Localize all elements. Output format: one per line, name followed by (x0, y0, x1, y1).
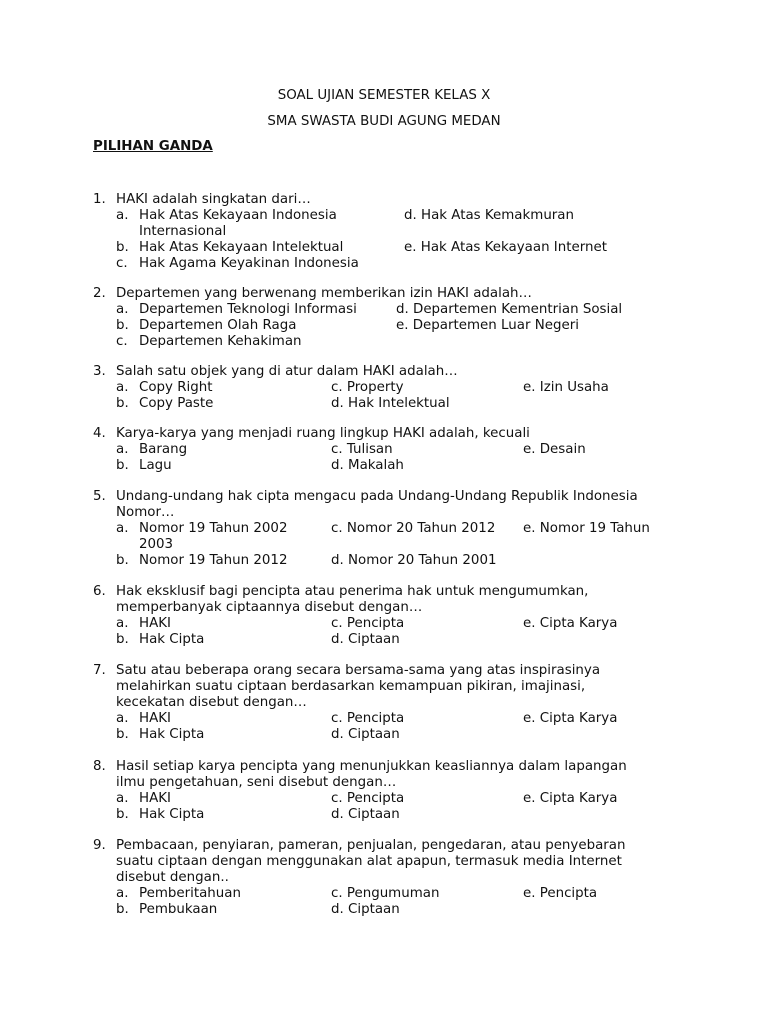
option-d[interactable]: d. Makalah (331, 458, 404, 473)
exam-title: SOAL UJIAN SEMESTER KELAS X (277, 88, 491, 103)
option-a[interactable]: Hak Atas Kekayaan Indonesia (139, 208, 337, 223)
option-c[interactable]: c. Tulisan (331, 442, 393, 457)
option-b[interactable]: Nomor 19 Tahun 2012 (139, 553, 288, 568)
option-e[interactable]: e. Hak Atas Kekayaan Internet (404, 240, 607, 255)
option-d[interactable]: d. Hak Atas Kemakmuran (404, 208, 574, 223)
option-e[interactable]: e. Desain (523, 442, 586, 457)
option-a[interactable]: HAKI (139, 616, 171, 631)
option-e[interactable]: e. Pencipta (523, 886, 598, 901)
option-b[interactable]: Lagu (139, 458, 172, 473)
option-b[interactable]: Pembukaan (139, 902, 218, 917)
option-a[interactable]: Departemen Teknologi Informasi (139, 302, 357, 317)
option-e[interactable]: e. Izin Usaha (523, 380, 609, 395)
option-c[interactable]: c. Pengumuman (331, 886, 440, 901)
option-e[interactable]: e. Cipta Karya (523, 791, 618, 806)
option-a[interactable]: HAKI (139, 711, 171, 726)
option-d[interactable]: d. Nomor 20 Tahun 2001 (331, 553, 497, 568)
option-a[interactable]: HAKI (139, 791, 171, 806)
option-a[interactable]: Nomor 19 Tahun 2002 (139, 521, 288, 536)
option-d[interactable]: d. Hak Intelektual (331, 396, 450, 411)
option-a[interactable]: Pemberitahuan (139, 886, 241, 901)
option-a[interactable]: Copy Right (139, 380, 213, 395)
option-d[interactable]: d. Ciptaan (331, 902, 400, 917)
option-a[interactable]: Barang (139, 442, 188, 457)
option-c[interactable]: c. Property (331, 380, 404, 395)
option-c[interactable]: c. Nomor 20 Tahun 2012 (331, 521, 496, 536)
option-d[interactable]: d. Ciptaan (331, 807, 400, 822)
section-heading: PILIHAN GANDA (93, 139, 213, 154)
option-b[interactable]: Hak Atas Kekayaan Intelektual (139, 240, 344, 255)
option-d[interactable]: d. Ciptaan (331, 632, 400, 647)
option-c[interactable]: c. Pencipta (331, 711, 405, 726)
option-e[interactable]: e. Nomor 19 Tahun (523, 521, 650, 536)
school-name: SMA SWASTA BUDI AGUNG MEDAN (267, 114, 501, 129)
option-b[interactable]: Hak Cipta (139, 632, 205, 647)
exam-page: SOAL UJIAN SEMESTER KELAS X SMA SWASTA BUDI AGUNG MEDAN PILIHAN GANDA 1. HAKI adalah singkatan dari… a. Hak Atas Kekayaan Indonesia d. Hak Atas Kemakmuran Internasional b. Hak Atas Kekayaan Intelektual e. Hak Atas Kekayaan Internet c. Hak Agama Keyakinan Indonesia 2. Departemen yang berwenang memberikan izin HAKI adalah… a. Departemen Teknologi Informasi d. Departemen Kementrian Sosial b. Departemen Olah Raga e. Departemen Luar Negeri c. Departemen Kehakiman 3. Salah satu objek yang di atur dalam HAKI adalah… a. Copy Right c. Property e. Izin Usaha b. Copy Paste d. Hak Intelektual 4. Karya-karya yang menjadi ruang lingkup HAKI adalah, kecuali a. Barang c. Tulisan e. Desain b. Lagu d. Makalah 5. Undang-undang hak cipta mengacu pada Undang-Undang Republik Indonesia Nomor… a. Nomor 19 Tahun 2002 c. Nomor 20 Tahun 2012 e. Nomor 19 Tahun 2003 b. Nomor 19 Tahun 2012 d. Nomor 20 Tahun 2001 6. Hak eksklusif bagi pencipta atau penerima hak untuk mengumumkan, memperbanyak ciptaannya disebut dengan… a. HAKI c. Pencipta e. Cipta Karya b. Hak Cipta d. Ciptaan 7. Satu atau beberapa orang secara bersama-sama yang atas inspirasinya melahirkan suatu ciptaan berdasarkan kemampuan pikiran, imajinasi, kecekatan disebut dengan… a. HAKI c. Pencipta e. Cipta Karya b. Hak Cipta d. Ciptaan 8. Hasil setiap karya pencipta yang menunjukkan keasliannya dalam lapangan ilmu pengetahuan, seni disebut dengan… a. HAKI c. Pencipta e. Cipta Karya b. Hak Cipta d. Ciptaan 9. Pembacaan, penyiaran, pameran, penjualan, pengedaran, atau penyebaran suatu ciptaan dengan menggunakan alat apapun, termasuk media Internet disebut dengan.. a. Pemberitahuan c. Pengumuman e. Pencipta b. Pembukaan d. Ciptaan (0, 0, 768, 1024)
option-e[interactable]: e. Departemen Luar Negeri (396, 318, 579, 333)
option-e[interactable]: e. Cipta Karya (523, 711, 618, 726)
option-b[interactable]: Hak Cipta (139, 727, 205, 742)
option-b[interactable]: Copy Paste (139, 396, 214, 411)
option-c[interactable]: Departemen Kehakiman (139, 334, 302, 349)
option-b[interactable]: Hak Cipta (139, 807, 205, 822)
option-b[interactable]: Departemen Olah Raga (139, 318, 297, 333)
option-c[interactable]: c. Pencipta (331, 616, 405, 631)
option-d[interactable]: d. Departemen Kementrian Sosial (396, 302, 623, 317)
option-c[interactable]: c. Pencipta (331, 791, 405, 806)
option-c[interactable]: Hak Agama Keyakinan Indonesia (139, 256, 359, 271)
option-e[interactable]: e. Cipta Karya (523, 616, 618, 631)
option-d[interactable]: d. Ciptaan (331, 727, 400, 742)
